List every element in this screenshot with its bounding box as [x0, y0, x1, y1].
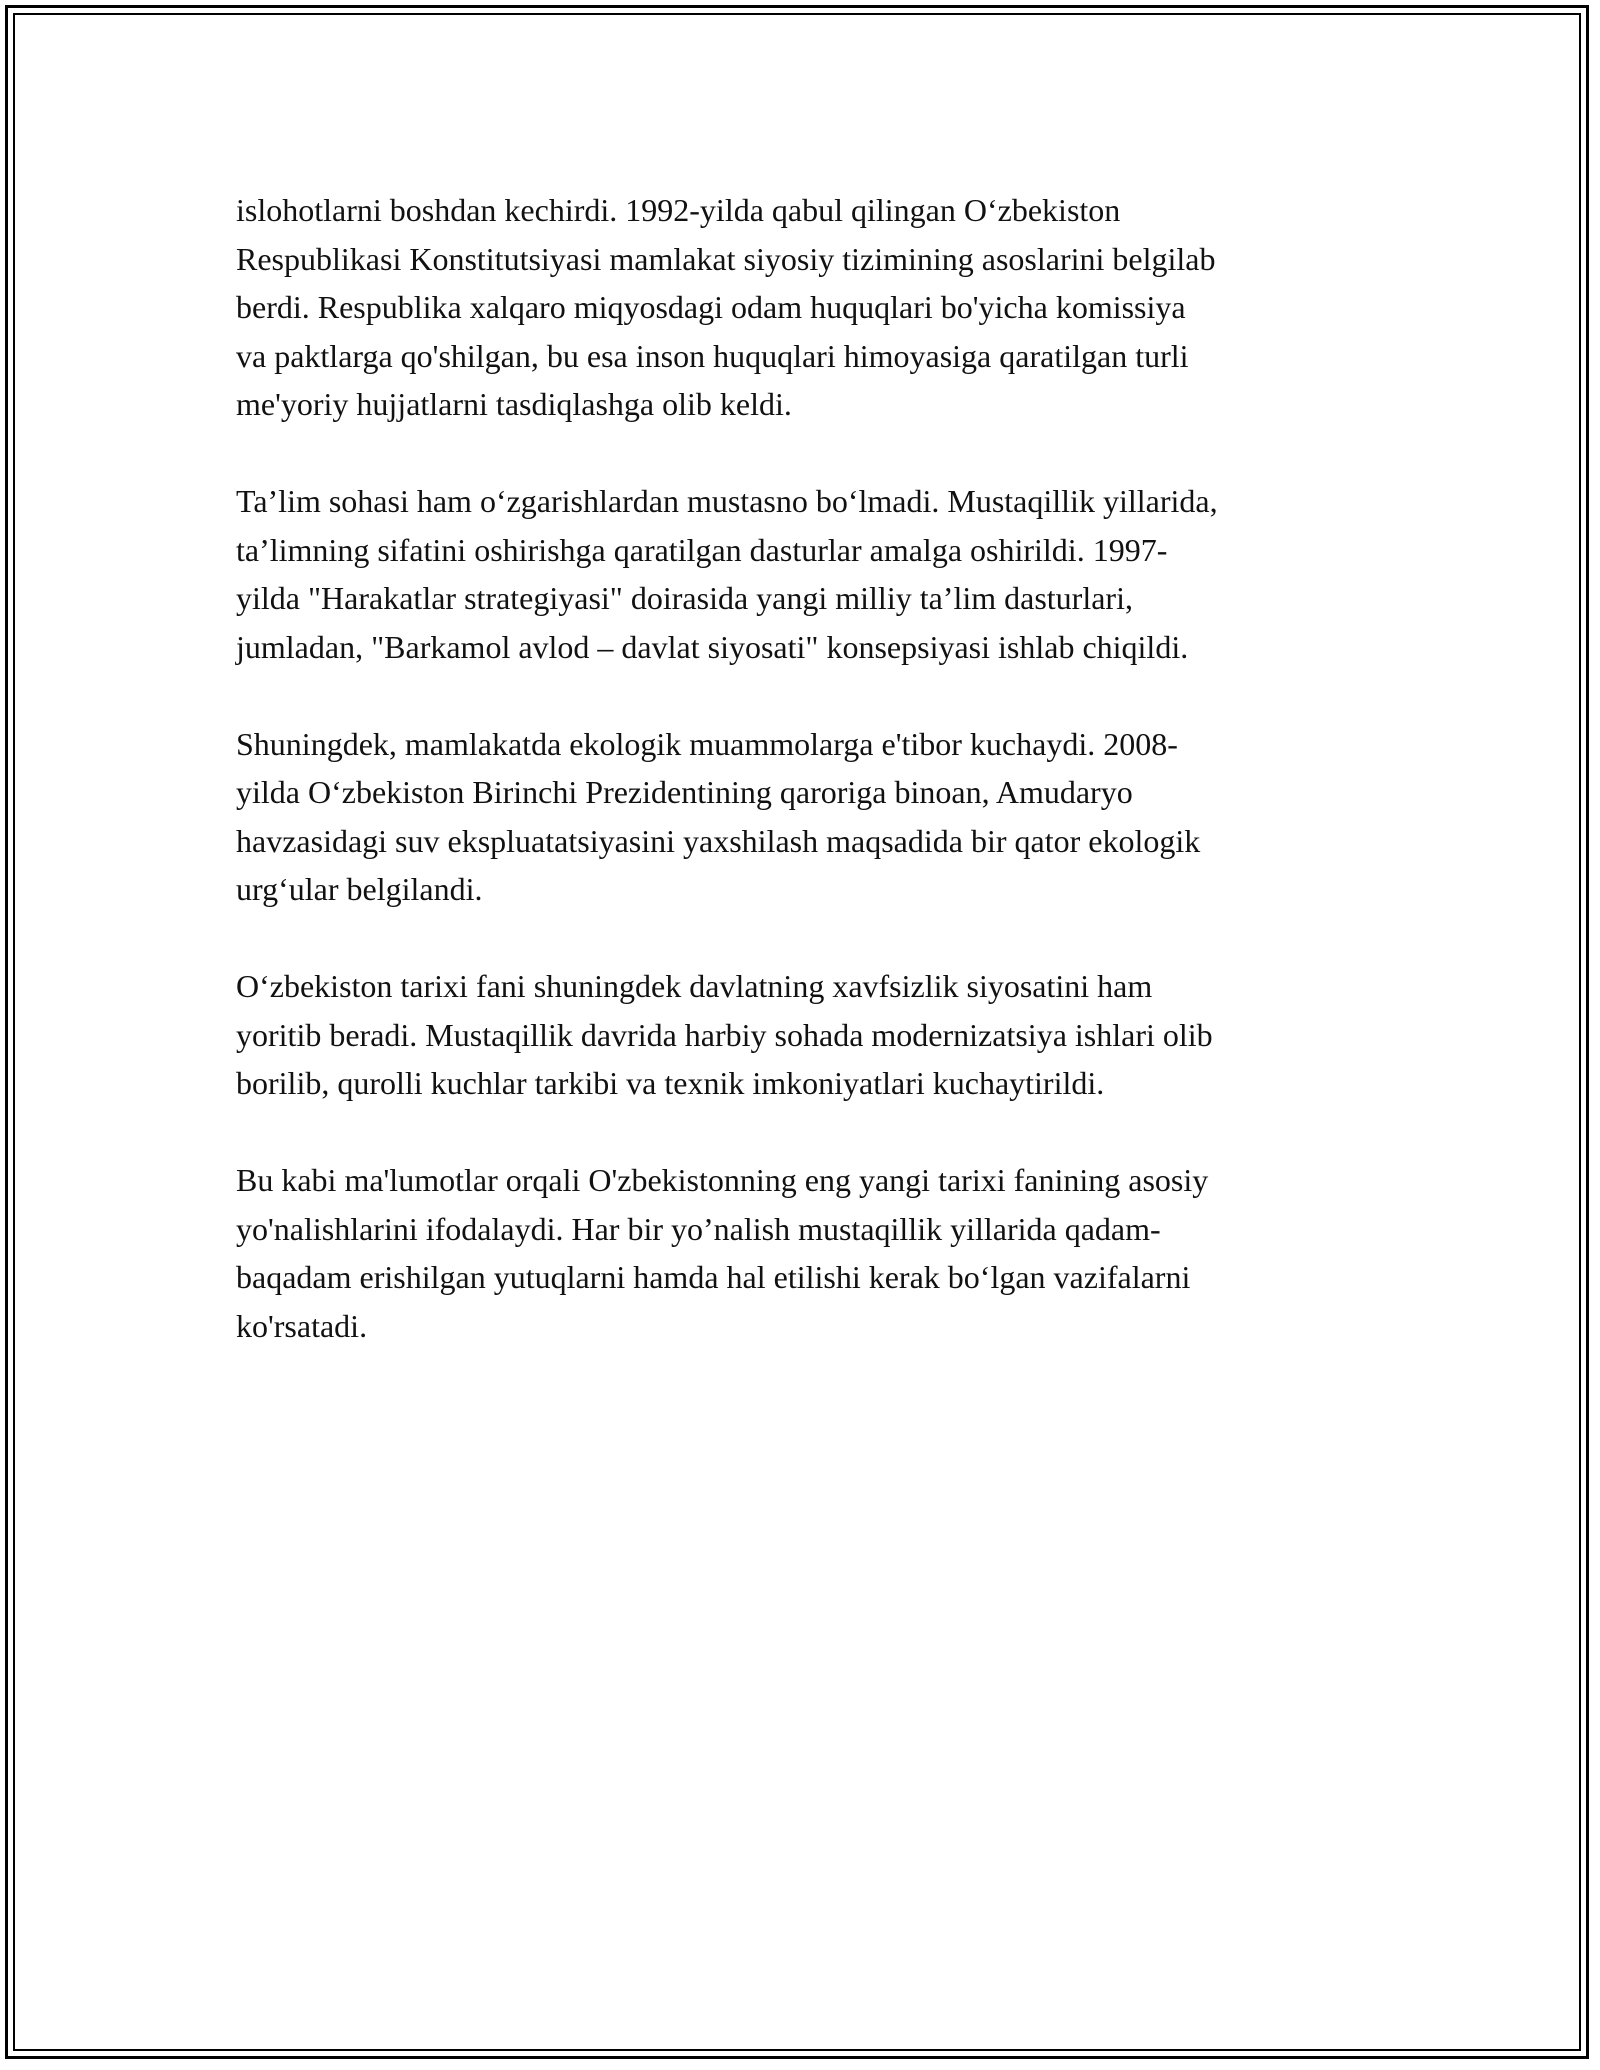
text-line: va paktlarga qo'shilgan, bu esa inson huquqlari himoyasiga qaratilgan turli	[236, 337, 1189, 374]
text-line: havzasidagi suv ekspluatatsiyasini yaxshilash maqsadida bir qator ekologik	[236, 822, 1201, 859]
text-line: Bu kabi ma'lumotlar orqali O'zbekistonning eng yangi tarixi fanining asosiy	[236, 1162, 1209, 1198]
text-line: yilda O‘zbekiston Birinchi Prezidentining qaroriga binoan, Amudaryo	[236, 774, 1133, 810]
text-line: yoritib beradi. Mustaqillik davrida harbiy sohada modernizatsiya ishlari olib	[236, 1016, 1213, 1053]
text-line: islohotlarni boshdan kechirdi. 1992-yilda qabul qilingan O‘zbekiston	[236, 192, 1121, 228]
text-line: yo'nalishlarini ifodalaydi. Har bir yo’nalish mustaqillik yillarida qadam-	[236, 1210, 1161, 1247]
text-line: urg‘ular belgilandi.	[236, 871, 483, 907]
paragraph-conclusion	[236, 1156, 1366, 1350]
text-line: ko'rsatadi.	[236, 1307, 368, 1344]
text-line: baqadam erishilgan yutuqlarni hamda hal etilishi kerak bo‘lgan vazifalarni	[236, 1259, 1191, 1295]
paragraph-ecology	[236, 720, 1366, 914]
text-line: Shuningdek, mamlakatda ekologik muammolarga e'tibor kuchaydi. 2008-	[236, 725, 1178, 762]
text-line: Respublikasi Konstitutsiyasi mamlakat siyosiy tizimining asoslarini belgilab	[236, 240, 1216, 277]
document-body	[236, 186, 1366, 1399]
paragraph-reforms	[236, 186, 1366, 429]
text-line: me'yoriy hujjatlarni tasdiqlashga olib keldi.	[236, 386, 792, 422]
text-line: ta’limning sifatini oshirishga qaratilgan dasturlar amalga oshirildi. 1997-	[236, 531, 1168, 568]
paragraph-security	[236, 962, 1366, 1108]
text-line: berdi. Respublika xalqaro miqyosdagi odam huquqlari bo'yicha komissiya	[236, 289, 1186, 325]
paragraph-education	[236, 477, 1366, 671]
text-line: Ta’lim sohasi ham o‘zgarishlardan mustasno bo‘lmadi. Mustaqillik yillarida,	[236, 483, 1218, 519]
text-line: jumladan, "Barkamol avlod – davlat siyosati" konsepsiyasi ishlab chiqildi.	[236, 628, 1189, 665]
text-line: yilda "Harakatlar strategiyasi" doirasida yangi milliy ta’lim dasturlari,	[236, 580, 1133, 616]
text-line: O‘zbekiston tarixi fani shuningdek davlatning xavfsizlik siyosatini ham	[236, 968, 1153, 1004]
text-line: borilib, qurolli kuchlar tarkibi va texnik imkoniyatlari kuchaytirildi.	[236, 1065, 1105, 1101]
